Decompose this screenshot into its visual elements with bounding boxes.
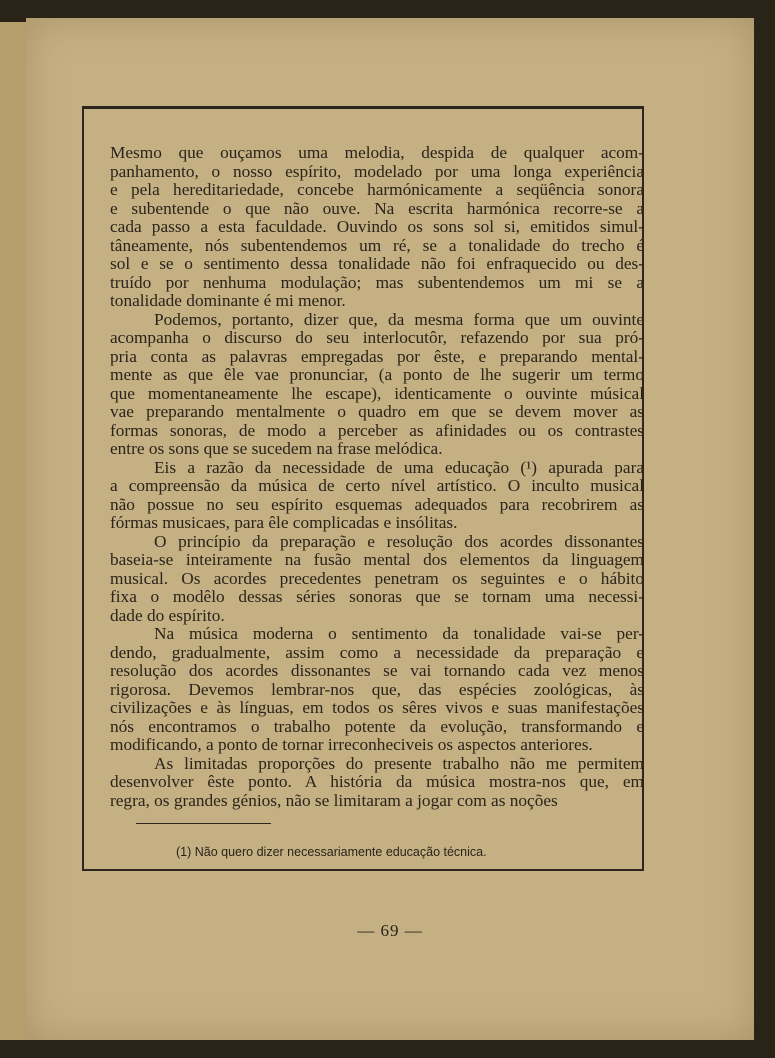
text-line: dade do espírito. — [110, 605, 225, 625]
text-line: Na música moderna o sentimento da tonalidade vai-se per- — [154, 624, 644, 643]
text-line: tonalidade dominante é mi menor. — [110, 291, 346, 310]
text-line: regra, os grandes génios, não se limitaram a jogar com as noções — [110, 790, 558, 810]
text-line: Mesmo que ouçamos uma melodia, despida de qualquer acom- — [110, 143, 644, 162]
text-line: modificando, a ponto de tornar irreconheciveis os aspectos anteriores. — [110, 735, 593, 754]
paragraph — [110, 755, 644, 811]
text-line: baseia-se inteiramente na fusão mental dos elementos da linguagem — [110, 550, 644, 569]
text-line: Podemos, portanto, dizer que, da mesma forma que um ouvinte — [154, 309, 644, 329]
text-line: vae preparando mentalmente o quadro em que se devem mover as — [110, 402, 644, 421]
text-line: nós encontramos o trabalho potente da evolução, transformando e — [110, 716, 644, 736]
text-line: e subentende o que não ouve. Na escrita harmónica recorre-se a — [110, 198, 644, 218]
text-line: acompanha o discurso do seu interlocutôr, refazendo por sua pró- — [110, 328, 644, 347]
text-line: civilizações e às línguas, em todos os sêres vivos e suas manifestações — [110, 698, 644, 717]
text-line: que momentaneamente lhe escape), identicamente o ouvinte músical — [110, 383, 644, 403]
text-line: e pela hereditariedade, concebe harmónicamente a seqüência sonora — [110, 180, 644, 199]
text-line: entre os sons que se sucedem na frase melódica. — [110, 439, 443, 458]
text-line: formas sonoras, de modo a perceber as afinidades ou os contrastes — [110, 420, 644, 440]
paragraph — [110, 625, 644, 755]
page-number: — 69 — — [357, 921, 423, 940]
body-text — [110, 144, 644, 810]
footnote-rule — [136, 823, 271, 824]
text-line: desenvolver êste ponto. A história da música mostra-nos que, em — [110, 772, 644, 791]
paragraph — [110, 311, 644, 459]
text-line: fixa o modêlo dessas séries sonoras que se tornam uma necessi- — [110, 587, 644, 606]
text-line: truído por nenhuma modulação; mas subentendemos um mi se a — [110, 272, 644, 292]
facing-page-edge — [0, 22, 28, 1040]
paragraph — [110, 144, 644, 311]
text-line: cada passo a esta faculdade. Ouvindo os sons sol si, emitidos simul- — [110, 217, 644, 236]
text-line: panhamento, o nosso espírito, modelado por uma longa experiência — [110, 161, 644, 181]
text-line: mente as que êle vae pronunciar, (a ponto de lhe sugerir um termo — [110, 365, 644, 384]
text-line: resolução dos acordes dissonantes se vai tornando cada vez menos — [110, 661, 644, 680]
footnote: (1) Não quero dizer necessariamente educação técnica. — [176, 845, 487, 859]
book-page — [26, 18, 754, 1040]
text-line: As limitadas proporções do presente trabalho não me permitem — [154, 753, 644, 773]
text-line: fórmas musicaes, para êle complicadas e insólitas. — [110, 513, 458, 532]
text-line: musical. Os acordes precedentes penetram os seguintes e o hábito — [110, 568, 644, 588]
text-line: Eis a razão da necessidade de uma educação (¹) apurada para — [154, 457, 644, 477]
text-line: a compreensão da música de certo nível artístico. O inculto musical — [110, 476, 644, 495]
text-line: pria conta as palavras empregadas por êste, e preparando mental- — [110, 346, 644, 366]
paragraph — [110, 533, 644, 626]
paragraph — [110, 459, 644, 533]
text-line: sol e se o sentimento dessa tonalidade não foi enfraquecido ou des- — [110, 254, 644, 273]
text-line: rigorosa. Devemos lembrar-nos que, das espécies zoológicas, às — [110, 679, 644, 699]
text-line: O princípio da preparação e resolução dos acordes dissonantes — [154, 531, 644, 551]
text-line: não possue no seu espírito esquemas adequados para recobrirem as — [110, 494, 644, 514]
text-line: tâneamente, nós subentendemos um ré, se a tonalidade do trecho é — [110, 235, 644, 255]
text-line: dendo, gradualmente, assim como a necessidade da preparação e — [110, 642, 644, 662]
